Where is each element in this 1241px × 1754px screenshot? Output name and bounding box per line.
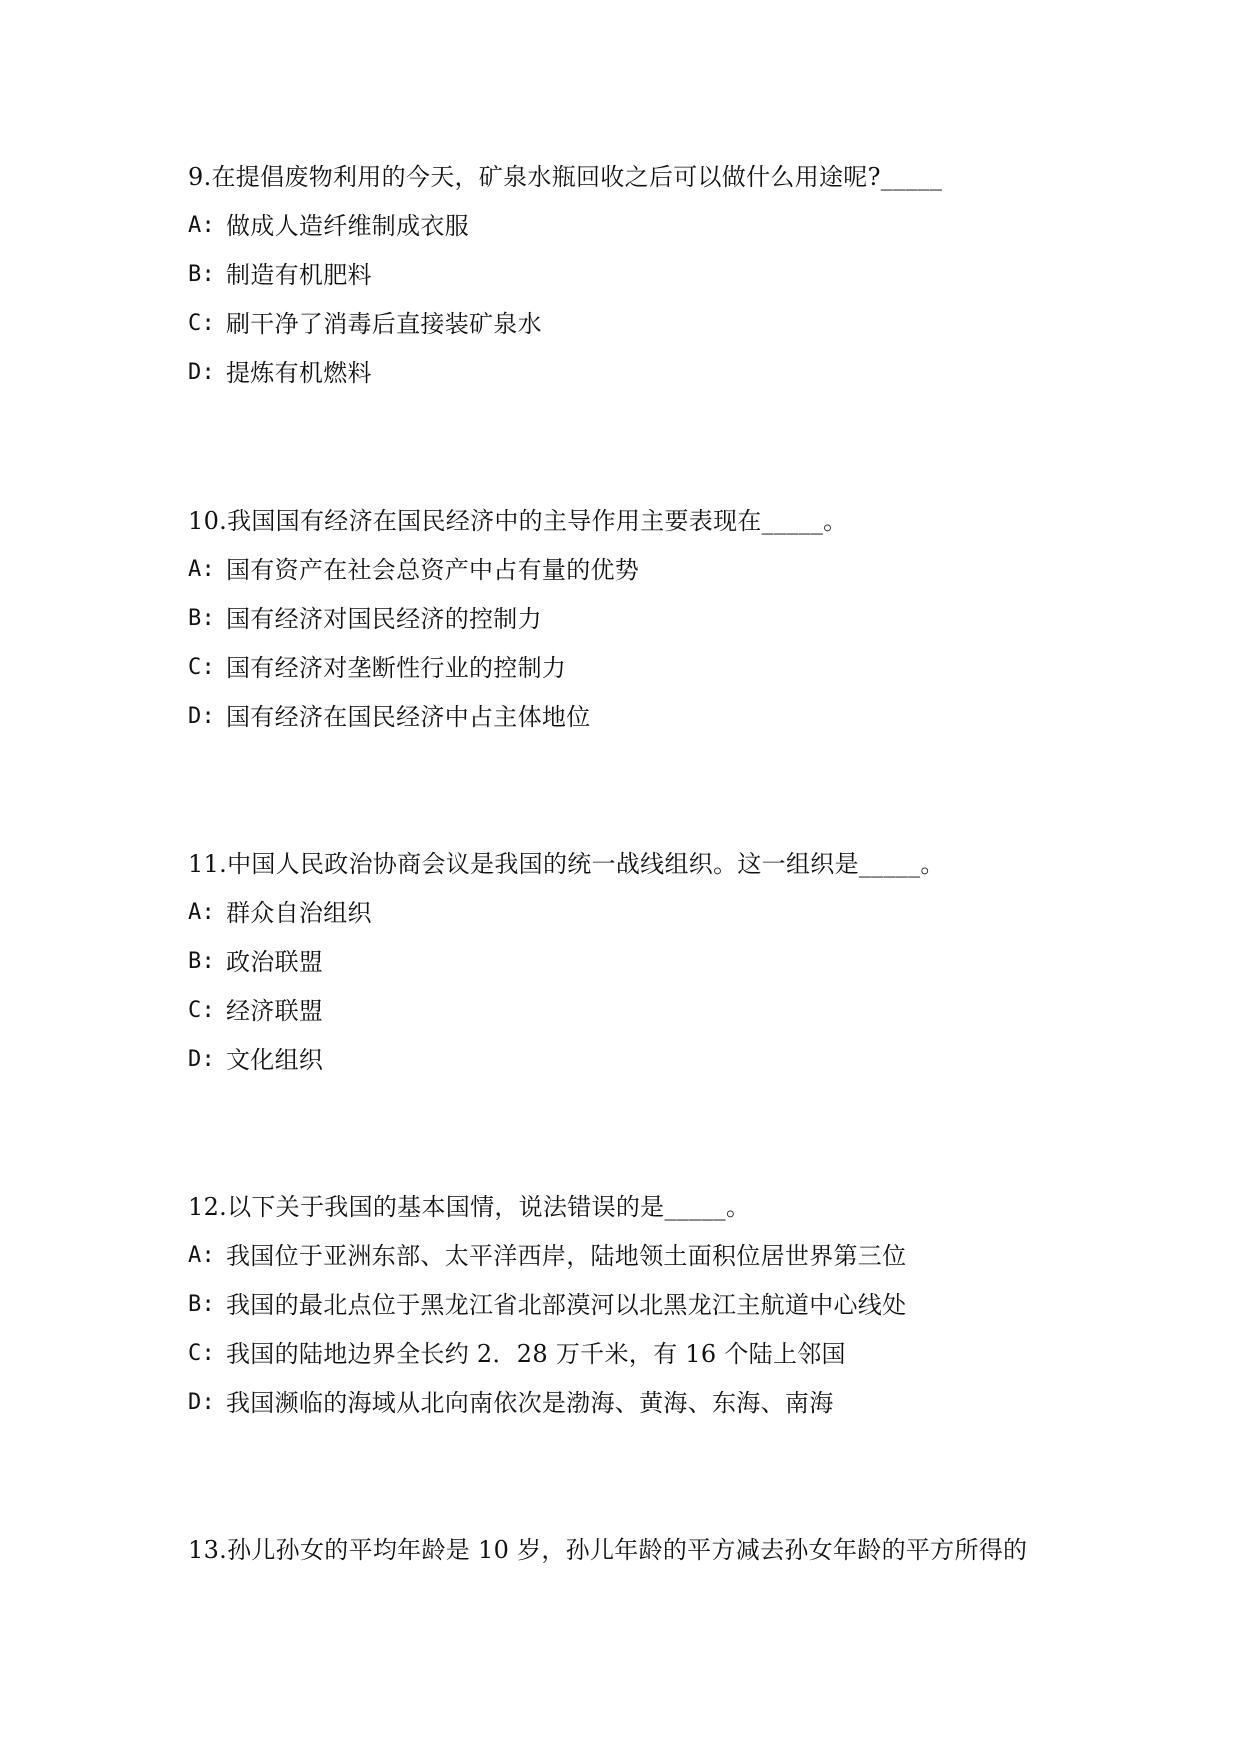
option-d: [188, 354, 1088, 403]
option-text: 制造有机肥料: [226, 261, 372, 289]
option-b: [188, 600, 1088, 649]
option-c: [188, 992, 1088, 1041]
option-c: [188, 1335, 1088, 1384]
question-13: [188, 1531, 1088, 1580]
option-text: 经济联盟: [226, 997, 324, 1025]
question-stem: 12.以下关于我国的基本国情，说法错误的是_____。: [188, 1193, 751, 1221]
option-d: [188, 1384, 1088, 1433]
option-b: [188, 256, 1088, 305]
question-12: [188, 1188, 1088, 1433]
question-stem: 13.孙儿孙女的平均年龄是 10 岁，孙儿年龄的平方减去孙女年龄的平方所得的: [188, 1536, 1028, 1564]
option-text: 国有资产在社会总资产中占有量的优势: [226, 556, 640, 584]
question-11: [188, 845, 1088, 1090]
option-text: 国有经济对垄断性行业的控制力: [226, 654, 567, 682]
option-text: 我国濒临的海域从北向南依次是渤海、黄海、东海、南海: [226, 1389, 834, 1417]
option-letter: C:: [188, 1341, 216, 1366]
option-d: [188, 1041, 1088, 1090]
option-text: 我国的陆地边界全长约 2．28 万千米，有 16 个陆上邻国: [226, 1340, 846, 1368]
option-letter: D:: [188, 360, 216, 385]
option-a: [188, 1237, 1088, 1286]
option-letter: A:: [188, 900, 216, 925]
option-letter: B:: [188, 606, 216, 631]
option-a: [188, 551, 1088, 600]
option-text: 群众自治组织: [226, 899, 372, 927]
option-text: 国有经济对国民经济的控制力: [226, 605, 542, 633]
option-letter: D:: [188, 1047, 216, 1072]
option-letter: D:: [188, 1390, 216, 1415]
option-b: [188, 1286, 1088, 1335]
option-letter: A:: [188, 557, 216, 582]
option-letter: C:: [188, 998, 216, 1023]
option-letter: B:: [188, 949, 216, 974]
option-d: [188, 698, 1088, 747]
option-letter: A:: [188, 1243, 216, 1268]
option-text: 刷干净了消毒后直接装矿泉水: [226, 310, 542, 338]
question-stem: 9.在提倡废物利用的今天，矿泉水瓶回收之后可以做什么用途呢?_____: [188, 163, 943, 191]
option-b: [188, 943, 1088, 992]
option-text: 我国的最北点位于黑龙江省北部漠河以北黑龙江主航道中心线处: [226, 1291, 907, 1319]
option-a: [188, 207, 1088, 256]
question-9: [188, 158, 1088, 403]
option-letter: C:: [188, 655, 216, 680]
option-text: 提炼有机燃料: [226, 359, 372, 387]
option-letter: B:: [188, 1292, 216, 1317]
option-text: 国有经济在国民经济中占主体地位: [226, 703, 591, 731]
option-c: [188, 305, 1088, 354]
option-letter: B:: [188, 262, 216, 287]
option-text: 政治联盟: [226, 948, 324, 976]
question-stem: 10.我国国有经济在国民经济中的主导作用主要表现在_____。: [188, 507, 848, 535]
question-10: [188, 502, 1088, 747]
option-text: 我国位于亚洲东部、太平洋西岸，陆地领土面积位居世界第三位: [226, 1242, 907, 1270]
option-a: [188, 894, 1088, 943]
option-letter: D:: [188, 704, 216, 729]
question-stem: 11.中国人民政治协商会议是我国的统一战线组织。这一组织是_____。: [188, 850, 945, 878]
option-letter: C:: [188, 311, 216, 336]
option-text: 文化组织: [226, 1046, 324, 1074]
option-letter: A:: [188, 213, 216, 238]
option-text: 做成人造纤维制成衣服: [226, 212, 469, 240]
option-c: [188, 649, 1088, 698]
